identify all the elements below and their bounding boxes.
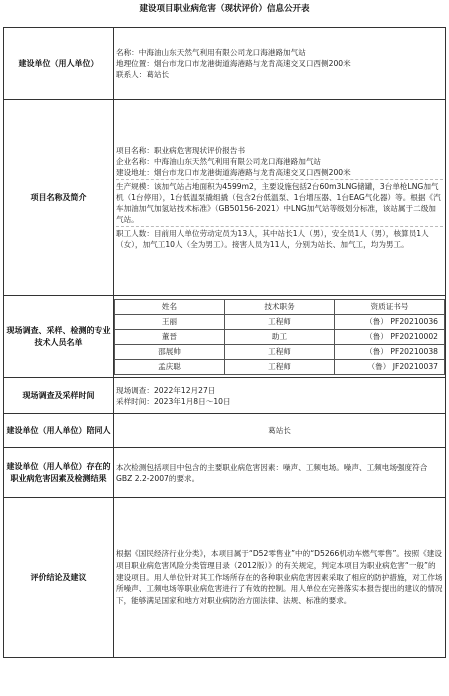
staff-title: 工程师 xyxy=(225,344,335,359)
table-row xyxy=(115,329,445,344)
staff-name: 邵展帅 xyxy=(115,344,225,359)
escort-name: 葛站长 xyxy=(114,414,446,448)
header-name: 姓名 xyxy=(115,299,225,314)
staff-cert: （鲁） PF20210036 xyxy=(335,314,445,329)
row-time xyxy=(4,378,446,414)
unit-info xyxy=(114,28,446,100)
project-name: 项目名称：职业病危害现状评价报告书 xyxy=(116,146,246,155)
survey-date: 现场调查：2022年12月27日 xyxy=(116,385,216,395)
staff-table xyxy=(114,299,445,375)
staff-cell xyxy=(114,296,446,378)
staff-cert: （鲁） PF20210038 xyxy=(335,344,445,359)
project-info xyxy=(114,100,446,296)
project-scale: 生产规模：该加气站占地面积为4599m2，主要设施包括2台60m3LNG储罐，3台单枪LNG加气机（1台停用），1台低温泵撬组撬（包含2台低温泵、1台增压器、1台EAG气化器）等。根据《汽车加油加气加氢站技术标准》（GB50156-2021）中LNG加气站等级划分标准，该站属于二级加气站。 xyxy=(116,182,441,224)
staff-title: 助工 xyxy=(225,329,335,344)
staff-title: 工程师 xyxy=(225,314,335,329)
staff-header-row xyxy=(115,299,445,314)
table-row xyxy=(115,314,445,329)
unit-location: 地理位置：烟台市龙口市龙港街道海港路与龙肯高速交叉口西侧200米 xyxy=(116,59,351,68)
project-company: 企业名称：中海油山东天然气利用有限公司龙口海港路加气站 xyxy=(116,157,322,166)
label-hazards: 建设单位（用人单位）存在的职业病危害因素及检测结果 xyxy=(4,448,114,498)
label-project: 项目名称及简介 xyxy=(4,100,114,296)
row-project xyxy=(4,100,446,296)
label-unit: 建设单位（用人单位） xyxy=(4,28,114,100)
divider xyxy=(116,179,443,180)
label-conclusion: 评价结论及建议 xyxy=(4,498,114,658)
page-title: 建设项目职业病危害（现状评价）信息公开表 xyxy=(139,4,310,14)
row-conclusion xyxy=(4,498,446,658)
staff-title: 工程师 xyxy=(225,359,335,374)
staff-cert: （鲁） JF20210037 xyxy=(335,359,445,374)
staff-name: 董晉 xyxy=(115,329,225,344)
conclusion-text: 根据《国民经济行业分类》，本项目属于“D52零售业”中的“D5266机动车燃气零售”。按照《建设项目职业病危害风险分类管理目录（2012版）》的有关规定，判定本项目为职业病危害“一般”的建设项目。用人单位针对其工作场所存在的各种职业病危害因素采取了相应的防护措施，对工作场所噪声、工频电场等职业病危害进行了有效的控制。用人单位在完善落实本报告提出的建议的情况下，能够满足国家和地方对职业病防治方面法律、法规、标准的要求。 xyxy=(114,498,446,658)
header-cert: 资质证书号 xyxy=(335,299,445,314)
row-unit xyxy=(4,28,446,100)
staff-cert: （鲁） PF20210002 xyxy=(335,329,445,344)
unit-name: 名称：中海油山东天然气利用有限公司龙口海港路加气站 xyxy=(116,48,306,57)
staff-name: 孟庆聪 xyxy=(115,359,225,374)
sampling-date: 采样时间：2023年1月8日～10日 xyxy=(116,396,231,406)
row-staff xyxy=(4,296,446,378)
hazards-text: 本次检测包括项目中包含的主要职业病危害因素：噪声、工频电场。噪声、工频电场强度符合GBZ 2.2-2007的要求。 xyxy=(114,448,446,498)
row-escort xyxy=(4,414,446,448)
staff-name: 王丽 xyxy=(115,314,225,329)
table-row xyxy=(115,344,445,359)
row-hazards xyxy=(4,448,446,498)
info-table xyxy=(3,27,446,658)
time-info xyxy=(114,378,446,414)
table-row xyxy=(115,359,445,374)
header-title: 技术职务 xyxy=(225,299,335,314)
label-escort: 建设单位（用人单位）陪同人 xyxy=(4,414,114,448)
label-staff: 现场调查、采样、检测的专业技术人员名单 xyxy=(4,296,114,378)
label-time: 现场调查及采样时间 xyxy=(4,378,114,414)
project-address: 建设地址：烟台市龙口市龙港街道海港路与龙肯高速交叉口西侧200米 xyxy=(116,168,351,177)
project-staff: 职工人数：目前用人单位劳动定员为13人，其中站长1人（男），安全员1人（男），核算员1人（女），加气工10人（全为男工）。接害人员为11人，分别为站长、加气工，均为男工。 xyxy=(116,229,429,249)
divider xyxy=(116,226,443,227)
unit-contact: 联系人：葛站长 xyxy=(116,70,170,79)
